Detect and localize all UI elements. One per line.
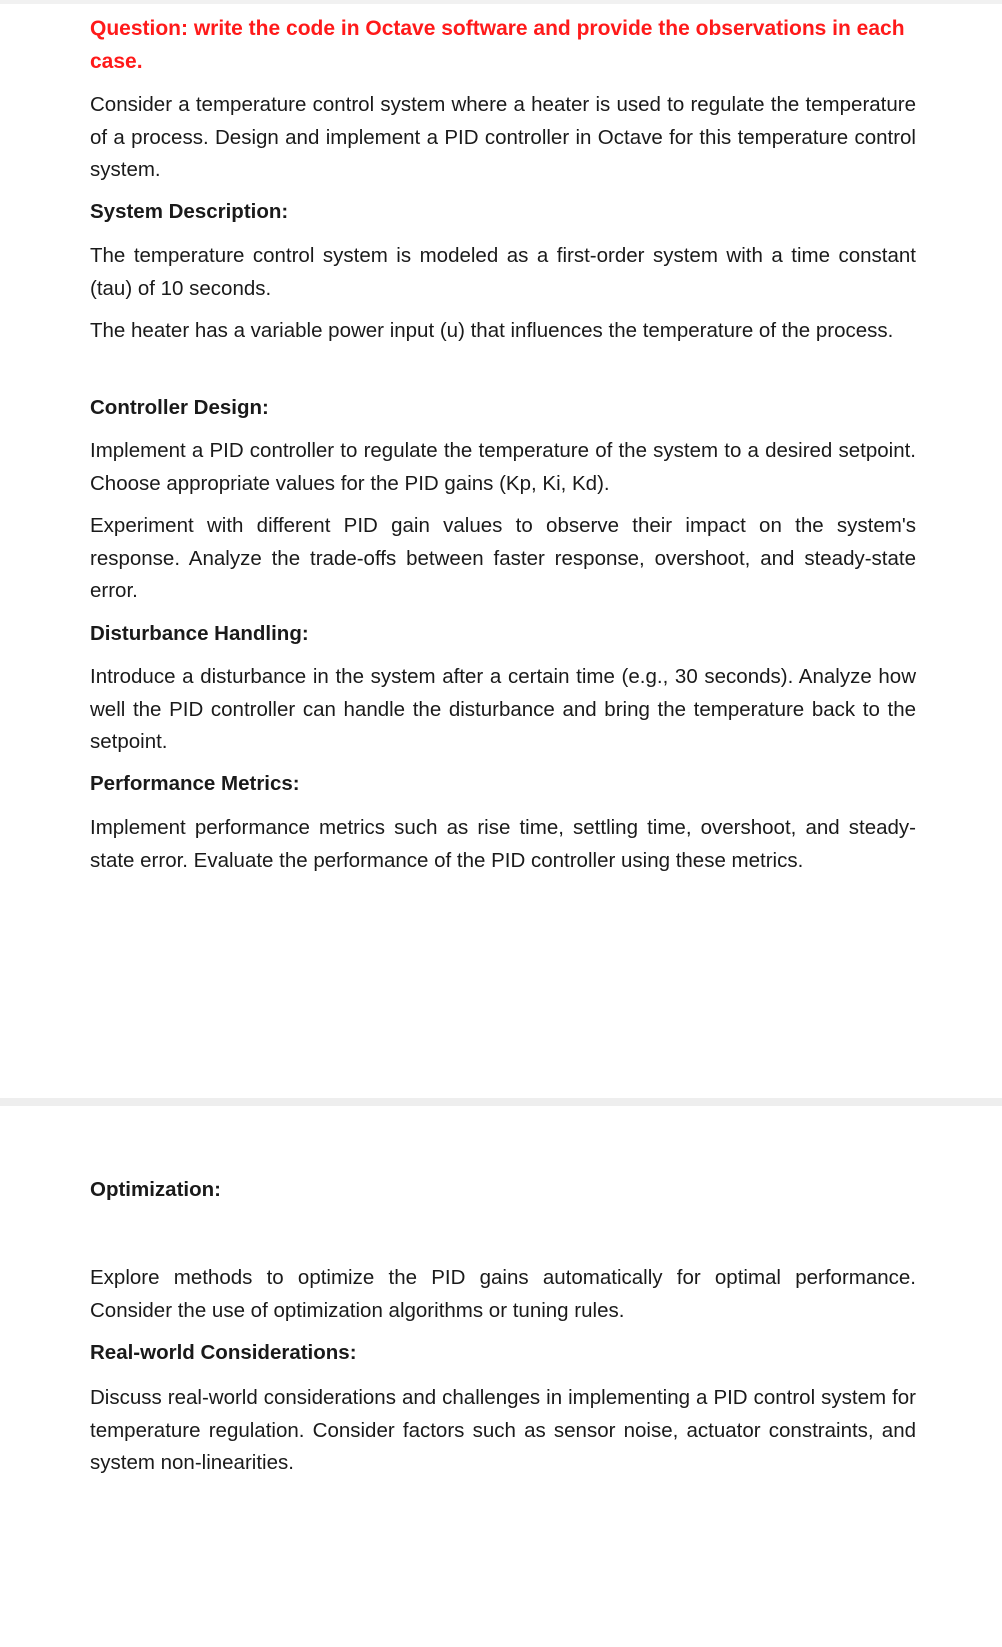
performance-p1-block [90, 812, 916, 877]
system-description-p2-block [90, 315, 916, 348]
intro-block [90, 89, 916, 187]
system-description-heading: System Description: [90, 200, 289, 223]
controller-design-heading-block [90, 392, 916, 424]
real-world-paragraph: Discuss real-world considerations and challenges in implementing a PID control system for temperature regulation. Consider factors such as sensor noise, actuator constraints, and system non-linearities. [90, 1386, 916, 1474]
page-top-edge [0, 0, 1002, 4]
document-page-2 [0, 1106, 1002, 1647]
controller-design-paragraph-2: Experiment with different PID gain values to observe their impact on the system's response. Analyze the trade-offs between faster response, overshoot, and steady-state error. [90, 514, 916, 602]
controller-design-heading: Controller Design: [90, 396, 269, 419]
real-world-heading-block [90, 1337, 916, 1369]
optimization-p1-block [90, 1262, 916, 1327]
real-world-heading: Real-world Considerations: [90, 1341, 357, 1364]
disturbance-handling-paragraph: Introduce a disturbance in the system after a certain time (e.g., 30 seconds). Analyze how well the PID controller can handle the disturbance and bring the temperature back to the setpoint. [90, 665, 916, 753]
real-world-p1-block [90, 1382, 916, 1480]
system-description-paragraph-1: The temperature control system is modeled as a first-order system with a time constant (tau) of 10 seconds. [90, 244, 916, 300]
performance-metrics-paragraph: Implement performance metrics such as rise time, settling time, overshoot, and steady-state error. Evaluate the performance of the PID controller using these metrics. [90, 816, 916, 872]
system-description-p1-block [90, 240, 916, 305]
controller-design-p2-block [90, 510, 916, 608]
system-description-paragraph-2: The heater has a variable power input (u) that influences the temperature of the process. [90, 319, 894, 342]
disturbance-heading-block [90, 618, 916, 650]
optimization-heading: Optimization: [90, 1178, 221, 1201]
intro-paragraph: Consider a temperature control system where a heater is used to regulate the temperature of a process. Design and implement a PID controller in Octave for this temperature control system. [90, 93, 916, 181]
disturbance-p1-block [90, 661, 916, 759]
system-description-heading-block [90, 196, 916, 228]
performance-heading-block [90, 768, 916, 800]
page-separator [0, 1098, 1002, 1106]
optimization-heading-block [90, 1174, 916, 1206]
performance-metrics-heading: Performance Metrics: [90, 772, 300, 795]
question-block [90, 12, 916, 78]
optimization-paragraph: Explore methods to optimize the PID gains automatically for optimal performance. Consider the use of optimization algorithms or tuning rules. [90, 1266, 916, 1322]
disturbance-handling-heading: Disturbance Handling: [90, 622, 309, 645]
question-heading: Question: write the code in Octave software and provide the observations in each case. [90, 17, 905, 73]
controller-design-p1-block [90, 435, 916, 500]
controller-design-paragraph-1: Implement a PID controller to regulate the temperature of the system to a desired setpoint. Choose appropriate values for the PID gains (Kp, Ki, Kd). [90, 439, 916, 495]
